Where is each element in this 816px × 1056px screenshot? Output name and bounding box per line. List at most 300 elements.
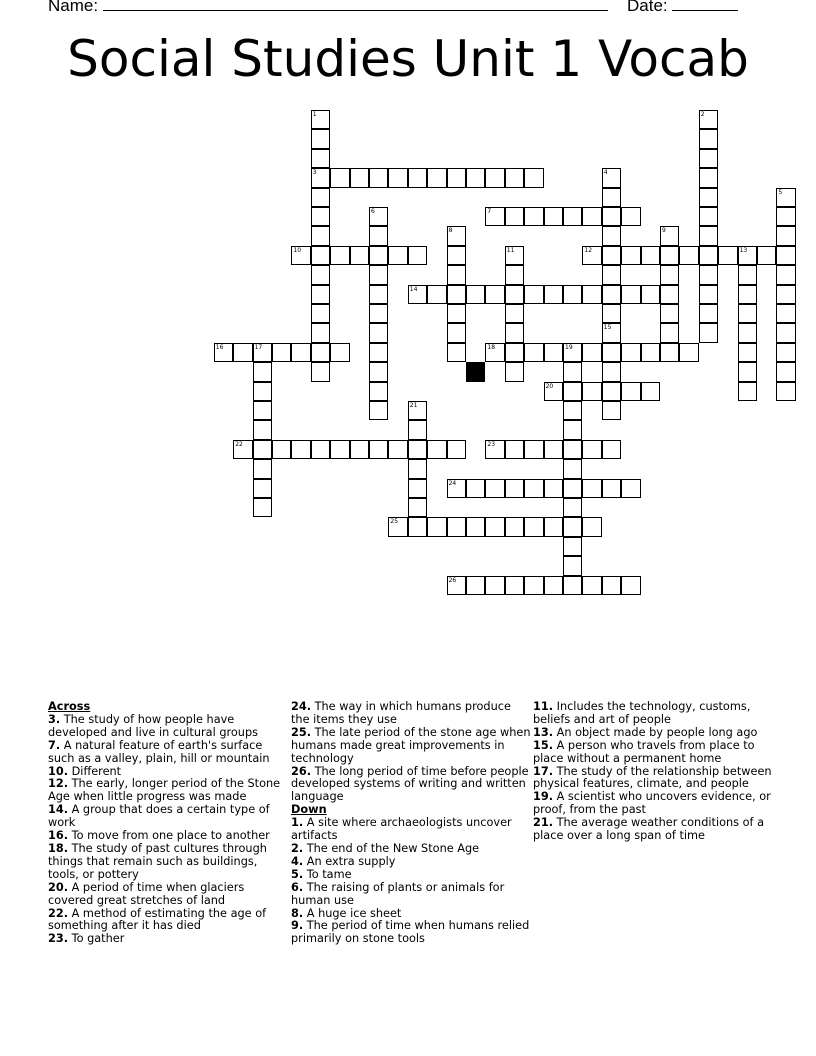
grid-cell[interactable] bbox=[505, 246, 524, 265]
grid-cell[interactable] bbox=[311, 246, 330, 265]
grid-cell[interactable] bbox=[505, 265, 524, 284]
grid-cell[interactable] bbox=[388, 168, 407, 187]
down-clue bbox=[291, 920, 531, 946]
grid-cell[interactable] bbox=[485, 168, 504, 187]
grid-cell[interactable] bbox=[350, 246, 369, 265]
across-clue bbox=[48, 804, 288, 830]
grid-cell[interactable] bbox=[563, 537, 582, 556]
grid-cell[interactable] bbox=[447, 226, 466, 245]
grid-cell[interactable] bbox=[776, 226, 795, 245]
grid-cell[interactable] bbox=[602, 362, 621, 381]
clue-text: The study of past cultures through things that remain such as buildings, tools, or pottery bbox=[48, 841, 267, 881]
grid-cell[interactable] bbox=[311, 440, 330, 459]
clue-text: A method of estimating the age of something after it has died bbox=[48, 906, 267, 933]
black-square bbox=[466, 362, 485, 381]
clue-number: 18. bbox=[48, 841, 69, 855]
clue-text: A natural feature of earth's surface such as a valley, plain, hill or mountain bbox=[48, 738, 270, 765]
grid-cell[interactable] bbox=[408, 168, 427, 187]
grid-cell[interactable] bbox=[544, 479, 563, 498]
grid-cell[interactable] bbox=[621, 343, 640, 362]
grid-cell[interactable] bbox=[524, 285, 543, 304]
grid-cell[interactable] bbox=[660, 323, 679, 342]
grid-cell[interactable] bbox=[427, 440, 446, 459]
clue-text: A group that does a certain type of work bbox=[48, 803, 270, 830]
grid-cell[interactable] bbox=[447, 479, 466, 498]
grid-cell[interactable] bbox=[369, 207, 388, 226]
grid-cell[interactable] bbox=[369, 323, 388, 342]
clue-text: The end of the New Stone Age bbox=[303, 841, 480, 855]
grid-cell[interactable] bbox=[524, 207, 543, 226]
grid-cell[interactable] bbox=[776, 188, 795, 207]
grid-cell[interactable] bbox=[369, 285, 388, 304]
grid-cell[interactable] bbox=[311, 226, 330, 245]
grid-cell[interactable] bbox=[563, 479, 582, 498]
grid-cell[interactable] bbox=[447, 576, 466, 595]
across-heading: Across bbox=[48, 700, 91, 713]
clue-number: 10 bbox=[293, 246, 302, 254]
grid-cell[interactable] bbox=[447, 285, 466, 304]
grid-cell[interactable] bbox=[776, 246, 795, 265]
clue-text: Different bbox=[68, 764, 122, 778]
grid-cell[interactable] bbox=[408, 479, 427, 498]
grid-cell[interactable] bbox=[699, 168, 718, 187]
clue-number: 4. bbox=[291, 854, 304, 868]
grid-cell[interactable] bbox=[350, 168, 369, 187]
grid-cell[interactable] bbox=[544, 343, 563, 362]
grid-cell[interactable] bbox=[408, 459, 427, 478]
across-clue bbox=[291, 701, 531, 727]
grid-cell[interactable] bbox=[369, 343, 388, 362]
grid-cell[interactable] bbox=[776, 362, 795, 381]
grid-cell[interactable] bbox=[641, 343, 660, 362]
grid-cell[interactable] bbox=[485, 207, 504, 226]
down-clue bbox=[291, 882, 531, 908]
grid-cell[interactable] bbox=[563, 362, 582, 381]
grid-cell[interactable] bbox=[408, 401, 427, 420]
grid-cell[interactable] bbox=[369, 226, 388, 245]
grid-cell[interactable] bbox=[582, 517, 601, 536]
grid-cell[interactable] bbox=[505, 323, 524, 342]
grid-cell[interactable] bbox=[738, 362, 757, 381]
grid-cell[interactable] bbox=[369, 401, 388, 420]
grid-cell[interactable] bbox=[311, 323, 330, 342]
grid-cell[interactable] bbox=[641, 382, 660, 401]
grid-cell[interactable] bbox=[330, 246, 349, 265]
grid-cell[interactable] bbox=[602, 382, 621, 401]
grid-cell[interactable] bbox=[776, 265, 795, 284]
grid-cell[interactable] bbox=[311, 285, 330, 304]
grid-cell[interactable] bbox=[738, 343, 757, 362]
grid-cell[interactable] bbox=[699, 304, 718, 323]
clue-number: 15. bbox=[533, 738, 554, 752]
grid-cell[interactable] bbox=[505, 576, 524, 595]
grid-cell[interactable] bbox=[311, 110, 330, 129]
grid-cell[interactable] bbox=[699, 149, 718, 168]
grid-cell[interactable] bbox=[253, 440, 272, 459]
date-label: Date: bbox=[627, 0, 668, 15]
clue-number: 25 bbox=[390, 518, 399, 526]
grid-cell[interactable] bbox=[505, 285, 524, 304]
clue-text: The average weather conditions of a place over a long span of time bbox=[533, 816, 765, 843]
grid-cell[interactable] bbox=[253, 498, 272, 517]
grid-cell[interactable] bbox=[505, 207, 524, 226]
grid-cell[interactable] bbox=[602, 323, 621, 342]
clue-column-1 bbox=[48, 701, 288, 946]
name-label: Name: bbox=[48, 0, 99, 15]
grid-cell[interactable] bbox=[621, 207, 640, 226]
grid-cell[interactable] bbox=[253, 479, 272, 498]
grid-cell[interactable] bbox=[563, 207, 582, 226]
clue-number: 8 bbox=[448, 227, 453, 235]
grid-cell[interactable] bbox=[621, 246, 640, 265]
grid-cell[interactable] bbox=[524, 440, 543, 459]
grid-cell[interactable] bbox=[466, 479, 485, 498]
grid-cell[interactable] bbox=[485, 285, 504, 304]
clue-number: 22 bbox=[235, 440, 243, 448]
grid-cell[interactable] bbox=[291, 343, 310, 362]
grid-cell[interactable] bbox=[738, 304, 757, 323]
clue-text: An object made by people long ago bbox=[553, 725, 758, 739]
grid-cell[interactable] bbox=[582, 246, 601, 265]
grid-cell[interactable] bbox=[602, 265, 621, 284]
clue-text: The long period of time before people developed systems of writing and written language bbox=[291, 764, 529, 804]
grid-cell[interactable] bbox=[660, 246, 679, 265]
grid-cell[interactable] bbox=[582, 576, 601, 595]
grid-cell[interactable] bbox=[408, 517, 427, 536]
clue-text: Includes the technology, customs, beliefs and art of people bbox=[533, 700, 751, 726]
grid-cell[interactable] bbox=[699, 323, 718, 342]
down-clue bbox=[533, 817, 773, 843]
clue-number: 22. bbox=[48, 906, 69, 920]
clue-number: 26 bbox=[448, 576, 457, 584]
grid-cell[interactable] bbox=[718, 246, 737, 265]
grid-cell[interactable] bbox=[738, 246, 757, 265]
grid-cell[interactable] bbox=[699, 265, 718, 284]
grid-cell[interactable] bbox=[738, 323, 757, 342]
grid-cell[interactable] bbox=[447, 304, 466, 323]
grid-cell[interactable] bbox=[563, 498, 582, 517]
grid-cell[interactable] bbox=[272, 440, 291, 459]
grid-cell[interactable] bbox=[544, 517, 563, 536]
grid-cell[interactable] bbox=[563, 440, 582, 459]
grid-cell[interactable] bbox=[253, 401, 272, 420]
grid-cell[interactable] bbox=[602, 576, 621, 595]
across-clue bbox=[48, 740, 288, 766]
grid-cell[interactable] bbox=[738, 382, 757, 401]
grid-cell[interactable] bbox=[602, 168, 621, 187]
clue-number: 11. bbox=[533, 700, 554, 713]
grid-cell[interactable] bbox=[291, 440, 310, 459]
grid-cell[interactable] bbox=[291, 246, 310, 265]
grid-cell[interactable] bbox=[757, 246, 776, 265]
grid-cell[interactable] bbox=[602, 188, 621, 207]
grid-cell[interactable] bbox=[641, 285, 660, 304]
grid-cell[interactable] bbox=[602, 401, 621, 420]
grid-cell[interactable] bbox=[311, 343, 330, 362]
clue-column-2 bbox=[291, 701, 531, 946]
clue-number: 11 bbox=[506, 246, 515, 254]
grid-cell[interactable] bbox=[505, 479, 524, 498]
clue-number: 24. bbox=[291, 700, 312, 713]
grid-cell[interactable] bbox=[408, 440, 427, 459]
grid-cell[interactable] bbox=[602, 246, 621, 265]
grid-cell[interactable] bbox=[602, 479, 621, 498]
grid-cell[interactable] bbox=[524, 576, 543, 595]
grid-cell[interactable] bbox=[699, 226, 718, 245]
grid-cell[interactable] bbox=[505, 362, 524, 381]
grid-cell[interactable] bbox=[447, 168, 466, 187]
grid-cell[interactable] bbox=[505, 517, 524, 536]
grid-cell[interactable] bbox=[466, 517, 485, 536]
grid-cell[interactable] bbox=[485, 576, 504, 595]
clue-number: 15 bbox=[603, 324, 612, 332]
grid-cell[interactable] bbox=[563, 382, 582, 401]
grid-cell[interactable] bbox=[311, 304, 330, 323]
grid-cell[interactable] bbox=[311, 265, 330, 284]
grid-cell[interactable] bbox=[253, 362, 272, 381]
clue-number: 7. bbox=[48, 738, 61, 752]
grid-cell[interactable] bbox=[388, 246, 407, 265]
grid-cell[interactable] bbox=[660, 304, 679, 323]
clue-number: 24 bbox=[448, 479, 457, 487]
grid-cell[interactable] bbox=[582, 343, 601, 362]
grid-cell[interactable] bbox=[776, 304, 795, 323]
clue-number: 12 bbox=[584, 246, 593, 254]
grid-cell[interactable] bbox=[369, 168, 388, 187]
grid-cell[interactable] bbox=[544, 285, 563, 304]
grid-cell[interactable] bbox=[699, 246, 718, 265]
grid-cell[interactable] bbox=[233, 343, 252, 362]
grid-cell[interactable] bbox=[563, 556, 582, 575]
grid-cell[interactable] bbox=[447, 265, 466, 284]
clue-number: 17 bbox=[254, 343, 263, 351]
clue-number: 14. bbox=[48, 803, 69, 817]
clue-number: 8. bbox=[291, 906, 304, 920]
grid-cell[interactable] bbox=[621, 382, 640, 401]
down-clue bbox=[291, 817, 531, 843]
grid-cell[interactable] bbox=[699, 129, 718, 148]
grid-cell[interactable] bbox=[253, 420, 272, 439]
grid-cell[interactable] bbox=[311, 129, 330, 148]
clue-text: The study of the relationship between physical features, climate, and people bbox=[533, 764, 772, 791]
grid-cell[interactable] bbox=[699, 285, 718, 304]
grid-cell[interactable] bbox=[602, 226, 621, 245]
grid-cell[interactable] bbox=[621, 285, 640, 304]
grid-cell[interactable] bbox=[524, 479, 543, 498]
grid-cell[interactable] bbox=[602, 440, 621, 459]
grid-cell[interactable] bbox=[660, 285, 679, 304]
down-clue bbox=[533, 740, 773, 766]
clue-text: A site where archaeologists uncover artifacts bbox=[291, 816, 512, 843]
grid-cell[interactable] bbox=[311, 362, 330, 381]
grid-cell[interactable] bbox=[427, 517, 446, 536]
across-clue bbox=[291, 766, 531, 805]
grid-cell[interactable] bbox=[408, 420, 427, 439]
clue-text: The raising of plants or animals for human use bbox=[291, 880, 505, 907]
clue-number: 7 bbox=[487, 208, 492, 215]
grid-cell[interactable] bbox=[563, 285, 582, 304]
clue-number: 4 bbox=[603, 169, 608, 177]
clue-number: 14 bbox=[409, 285, 418, 293]
clue-number: 23 bbox=[487, 440, 496, 448]
grid-cell[interactable] bbox=[369, 440, 388, 459]
grid-cell[interactable] bbox=[485, 343, 504, 362]
grid-cell[interactable] bbox=[253, 382, 272, 401]
grid-cell[interactable] bbox=[699, 110, 718, 129]
clue-number: 16 bbox=[215, 343, 224, 351]
grid-cell[interactable] bbox=[544, 440, 563, 459]
clue-number: 2. bbox=[291, 841, 304, 855]
page-title: Social Studies Unit 1 Vocab bbox=[67, 30, 749, 88]
grid-cell[interactable] bbox=[699, 207, 718, 226]
clue-number: 3 bbox=[312, 169, 317, 177]
grid-cell[interactable] bbox=[369, 362, 388, 381]
grid-cell[interactable] bbox=[447, 246, 466, 265]
grid-cell[interactable] bbox=[524, 168, 543, 187]
grid-cell[interactable] bbox=[272, 343, 291, 362]
grid-cell[interactable] bbox=[776, 382, 795, 401]
clue-text: The study of how people have developed and live in cultural groups bbox=[48, 712, 259, 739]
grid-cell[interactable] bbox=[660, 343, 679, 362]
grid-cell[interactable] bbox=[466, 285, 485, 304]
clue-number: 6 bbox=[371, 208, 375, 215]
grid-cell[interactable] bbox=[214, 343, 233, 362]
grid-cell[interactable] bbox=[776, 343, 795, 362]
across-clue bbox=[48, 933, 288, 946]
clue-number: 2 bbox=[700, 111, 705, 118]
grid-cell[interactable] bbox=[544, 207, 563, 226]
across-clue bbox=[291, 727, 531, 766]
grid-cell[interactable] bbox=[369, 382, 388, 401]
grid-cell[interactable] bbox=[505, 440, 524, 459]
grid-cell[interactable] bbox=[330, 168, 349, 187]
grid-cell[interactable] bbox=[738, 285, 757, 304]
clue-number: 21 bbox=[409, 402, 418, 409]
grid-cell[interactable] bbox=[776, 285, 795, 304]
clue-number: 19 bbox=[565, 343, 573, 351]
clue-number: 10. bbox=[48, 764, 69, 778]
grid-cell[interactable] bbox=[388, 517, 407, 536]
clue-number: 6. bbox=[291, 880, 304, 894]
grid-cell[interactable] bbox=[311, 168, 330, 187]
grid-cell[interactable] bbox=[311, 188, 330, 207]
clue-text: To tame bbox=[303, 867, 352, 881]
grid-cell[interactable] bbox=[485, 440, 504, 459]
grid-cell[interactable] bbox=[602, 304, 621, 323]
grid-cell[interactable] bbox=[563, 517, 582, 536]
grid-cell[interactable] bbox=[563, 420, 582, 439]
grid-cell[interactable] bbox=[563, 576, 582, 595]
grid-cell[interactable] bbox=[621, 479, 640, 498]
grid-cell[interactable] bbox=[582, 382, 601, 401]
grid-cell[interactable] bbox=[369, 246, 388, 265]
grid-cell[interactable] bbox=[350, 440, 369, 459]
grid-cell[interactable] bbox=[466, 576, 485, 595]
across-clue bbox=[48, 843, 288, 882]
grid-cell[interactable] bbox=[679, 343, 698, 362]
grid-cell[interactable] bbox=[544, 576, 563, 595]
grid-cell[interactable] bbox=[253, 343, 272, 362]
grid-cell[interactable] bbox=[641, 246, 660, 265]
grid-cell[interactable] bbox=[311, 207, 330, 226]
grid-cell[interactable] bbox=[602, 343, 621, 362]
clue-text: The early, longer period of the Stone Age when little progress was made bbox=[48, 777, 281, 804]
grid-cell[interactable] bbox=[427, 168, 446, 187]
grid-cell[interactable] bbox=[485, 479, 504, 498]
down-clue bbox=[533, 766, 773, 792]
clue-number: 25. bbox=[291, 725, 312, 739]
grid-cell[interactable] bbox=[776, 207, 795, 226]
grid-cell[interactable] bbox=[679, 246, 698, 265]
grid-cell[interactable] bbox=[447, 323, 466, 342]
grid-cell[interactable] bbox=[408, 246, 427, 265]
clue-text: The late period of the stone age when humans made great improvements in technology bbox=[291, 725, 531, 765]
grid-cell[interactable] bbox=[330, 440, 349, 459]
grid-cell[interactable] bbox=[582, 440, 601, 459]
grid-cell[interactable] bbox=[427, 285, 446, 304]
grid-cell[interactable] bbox=[563, 459, 582, 478]
grid-cell[interactable] bbox=[660, 265, 679, 284]
grid-cell[interactable] bbox=[447, 343, 466, 362]
grid-cell[interactable] bbox=[408, 285, 427, 304]
clue-number: 1 bbox=[312, 111, 317, 118]
clue-text: To gather bbox=[68, 932, 125, 946]
clue-text: A period of time when glaciers covered great stretches of land bbox=[48, 880, 245, 907]
down-clue bbox=[533, 701, 773, 727]
clue-number: 9 bbox=[662, 227, 666, 235]
grid-cell[interactable] bbox=[524, 517, 543, 536]
grid-cell[interactable] bbox=[563, 401, 582, 420]
clue-number: 23. bbox=[48, 932, 69, 946]
grid-cell[interactable] bbox=[408, 498, 427, 517]
across-clue bbox=[48, 908, 288, 934]
grid-cell[interactable] bbox=[621, 576, 640, 595]
grid-cell[interactable] bbox=[563, 343, 582, 362]
grid-cell[interactable] bbox=[524, 343, 543, 362]
grid-cell[interactable] bbox=[582, 479, 601, 498]
clue-number: 9. bbox=[291, 919, 304, 933]
grid-cell[interactable] bbox=[447, 517, 466, 536]
clue-number: 16. bbox=[48, 829, 69, 843]
grid-cell[interactable] bbox=[699, 188, 718, 207]
across-clue bbox=[48, 778, 288, 804]
grid-cell[interactable] bbox=[330, 343, 349, 362]
grid-cell[interactable] bbox=[233, 440, 252, 459]
grid-cell[interactable] bbox=[505, 304, 524, 323]
grid-cell[interactable] bbox=[582, 285, 601, 304]
grid-cell[interactable] bbox=[369, 304, 388, 323]
grid-cell[interactable] bbox=[544, 382, 563, 401]
clue-number: 12. bbox=[48, 777, 69, 791]
grid-cell[interactable] bbox=[582, 207, 601, 226]
grid-cell[interactable] bbox=[602, 207, 621, 226]
grid-cell[interactable] bbox=[253, 459, 272, 478]
grid-cell[interactable] bbox=[505, 168, 524, 187]
grid-cell[interactable] bbox=[466, 168, 485, 187]
grid-cell[interactable] bbox=[485, 517, 504, 536]
clue-number: 26. bbox=[291, 764, 312, 778]
grid-cell[interactable] bbox=[388, 440, 407, 459]
grid-cell[interactable] bbox=[311, 149, 330, 168]
grid-cell[interactable] bbox=[447, 440, 466, 459]
grid-cell[interactable] bbox=[776, 323, 795, 342]
grid-cell[interactable] bbox=[738, 265, 757, 284]
clue-number: 19. bbox=[533, 790, 554, 804]
grid-cell[interactable] bbox=[602, 285, 621, 304]
grid-cell[interactable] bbox=[660, 226, 679, 245]
grid-cell[interactable] bbox=[505, 343, 524, 362]
grid-cell[interactable] bbox=[369, 265, 388, 284]
